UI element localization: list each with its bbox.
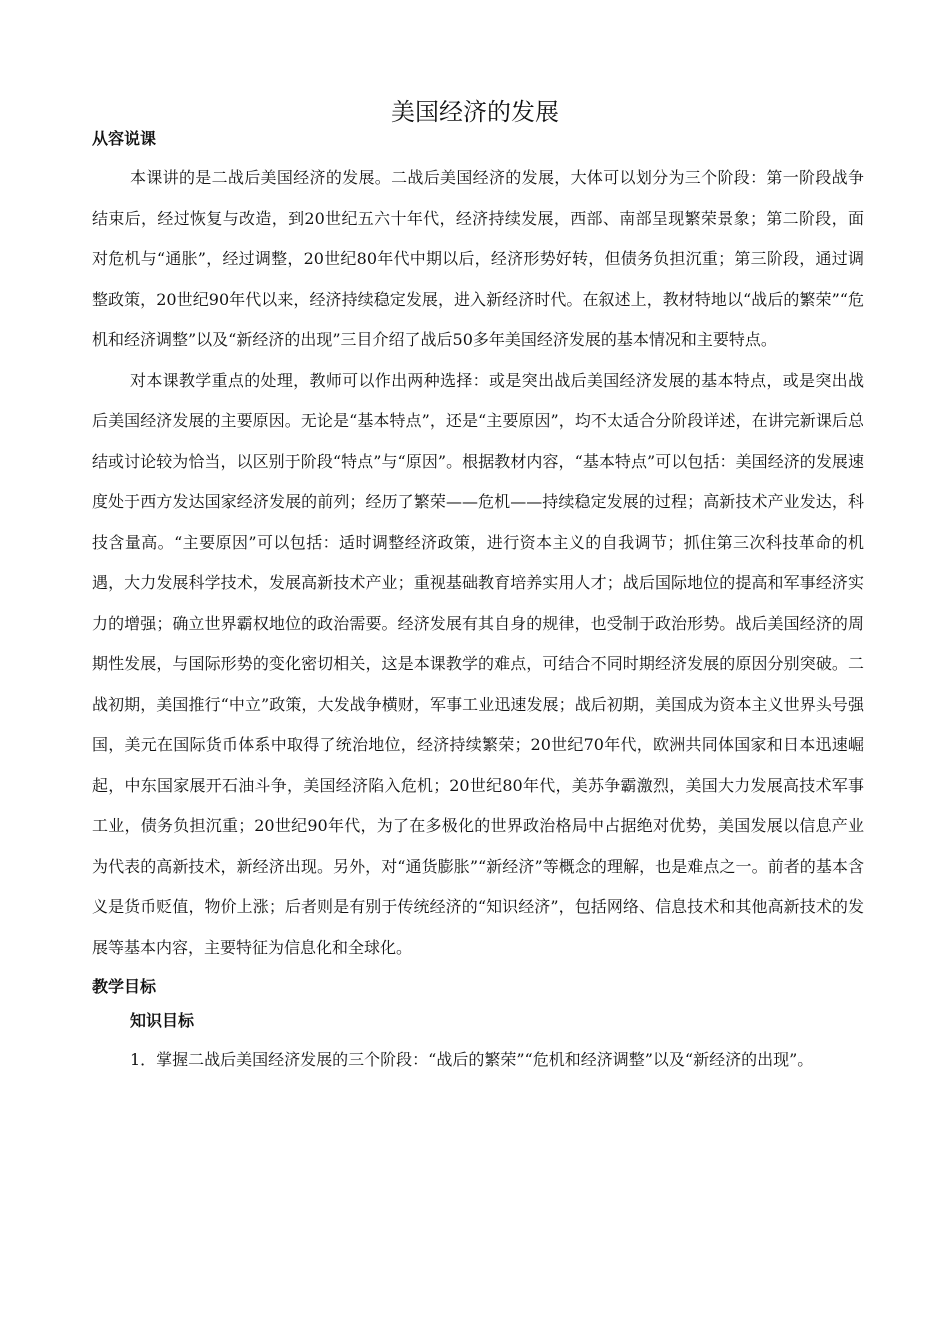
document-body bbox=[92, 126, 864, 1081]
section-heading-teaching-goals: 教学目标 bbox=[92, 977, 157, 996]
document-title: 美国经济的发展 bbox=[391, 98, 559, 126]
paragraph-overview: 本课讲的是二战后美国经济的发展。二战后美国经济的发展，大体可以划分为三个阶段：第一阶段战争结束后，经过恢复与改造，到20世纪五六十年代，经济持续发展，西部、南部呈现繁荣景象；第二阶段，面对危机与“通胀”，经过调整，20世纪80年代中期以后，经济形势好转，但债务负担沉重；第三阶段，通过调整政策，20世纪90年代以来，经济持续稳定发展，进入新经济时代。在叙述上，教材特地以“战后的繁荣”“危机和经济调整”以及“新经济的出现”三目介绍了战后50多年美国经济发展的基本情况和主要特点。 bbox=[92, 168, 864, 349]
subheading-knowledge-goals: 知识目标 bbox=[130, 1011, 195, 1030]
paragraph-goal-1: 1．掌握二战后美国经济发展的三个阶段：“战后的繁荣”“危机和经济调整”以及“新经济的出现”。 bbox=[130, 1050, 814, 1069]
section-heading-congrong-shuoke: 从容说课 bbox=[92, 129, 157, 148]
paragraph-teaching-focus: 对本课教学重点的处理，教师可以作出两种选择：或是突出战后美国经济发展的基本特点，或是突出战后美国经济发展的主要原因。无论是“基本特点”，还是“主要原因”，均不太适合分阶段详述，在讲完新课后总结或讨论较为恰当，以区别于阶段“特点”与“原因”。根据教材内容，“基本特点”可以包括：美国经济的发展速度处于西方发达国家经济发展的前列；经历了繁荣——危机——持续稳定发展的过程；高新技术产业发达，科技含量高。“主要原因”可以包括：适时调整经济政策，进行资本主义的自我调节；抓住第三次科技革命的机遇，大力发展科学技术，发展高新技术产业；重视基础教育培养实用人才；战后国际地位的提高和军事经济实力的增强；确立世界霸权地位的政治需要。经济发展有其自身的规律，也受制于政治形势。战后美国经济的周期性发展，与国际形势的变化密切相关，这是本课教学的难点，可结合不同时期经济发展的原因分别突破。二战初期，美国推行“中立”政策，大发战争横财，军事工业迅速发展；战后初期，美国成为资本主义世界头号强国，美元在国际货币体系中取得了统治地位，经济持续繁荣；20世纪70年代，欧洲共同体国家和日本迅速崛起，中东国家展开石油斗争，美国经济陷入危机；20世纪80年代，美苏争霸激烈，美国大力发展高技术军事工业，债务负担沉重；20世纪90年代，为了在多极化的世界政治格局中占据绝对优势，美国发展以信息产业为代表的高新技术，新经济出现。另外，对“通货膨胀”“新经济”等概念的理解，也是难点之一。前者的基本含义是货币贬值，物价上涨；后者则是有别于传统经济的“知识经济”，包括网络、信息技术和其他高新技术的发展等基本内容，主要特征为信息化和全球化。 bbox=[92, 370, 864, 957]
